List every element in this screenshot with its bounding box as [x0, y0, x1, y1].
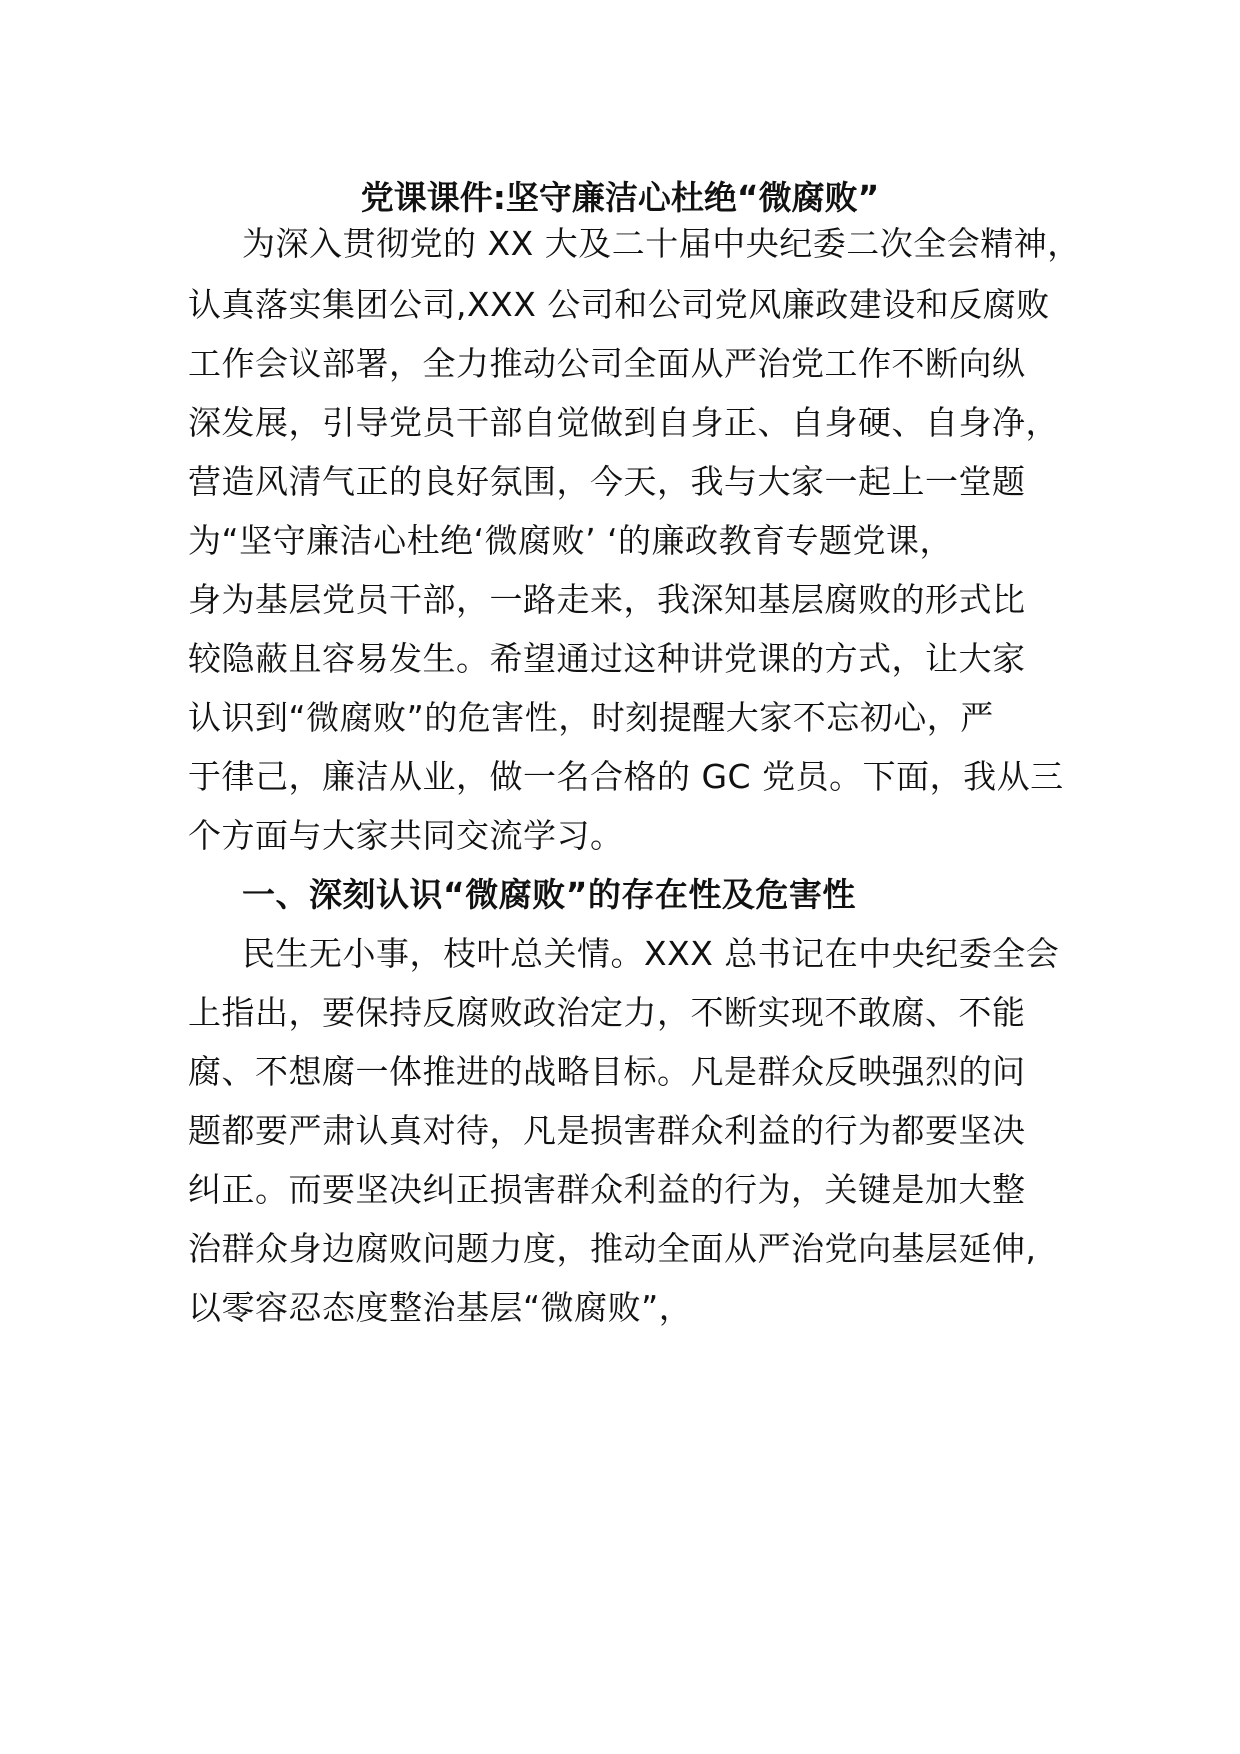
- paragraph-1-line-10: 于律己，廉洁从业，做一名合格的 GC 党员。下面，我从三: [188, 757, 1064, 796]
- paragraph-1-line-1: 为深入贯彻党的 XX 大及二十届中央纪委二次全会精神，: [242, 224, 1081, 263]
- document-title: 党课课件:坚守廉洁心杜绝“微腐败”: [360, 178, 880, 217]
- paragraph-1-line-8: 较隐蔽且容易发生。希望通过这种讲党课的方式，让大家: [188, 639, 1026, 678]
- paragraph-2-line-1: 民生无小事，枝叶总关情。XXX 总书记在中央纪委全会: [242, 934, 1060, 973]
- paragraph-2-line-2: 上指出，要保持反腐败政治定力，不断实现不敢腐、不能: [188, 993, 1026, 1032]
- paragraph-2-line-3: 腐、不想腐一体推进的战略目标。凡是群众反映强烈的问: [188, 1052, 1026, 1091]
- paragraph-1-line-5: 营造风清气正的良好氛围，今天，我与大家一起上一堂题: [188, 462, 1026, 501]
- paragraph-2-line-5: 纠正。而要坚决纠正损害群众利益的行为，关键是加大整: [188, 1170, 1026, 1209]
- paragraph-1-line-3: 工作会议部署，全力推动公司全面从严治党工作不断向纵: [188, 344, 1026, 383]
- paragraph-1-line-4: 深发展，引导党员干部自觉做到自身正、自身硬、自身净，: [188, 403, 1059, 442]
- paragraph-2-line-7: 以零容忍态度整治基层“微腐败”，: [188, 1288, 693, 1327]
- paragraph-1-line-11: 个方面与大家共同交流学习。: [188, 816, 624, 855]
- paragraph-2-line-6: 治群众身边腐败问题力度，推动全面从严治党向基层延伸,: [188, 1229, 1037, 1268]
- section-1-heading: 一、深刻认识“微腐败”的存在性及危害性: [242, 875, 856, 914]
- paragraph-1-line-7: 身为基层党员干部，一路走来，我深知基层腐败的形式比: [188, 580, 1026, 619]
- paragraph-1-line-9: 认识到“微腐败”的危害性，时刻提醒大家不忘初心，严: [188, 698, 994, 737]
- paragraph-1-line-2: 认真落实集团公司,XXX 公司和公司党风廉政建设和反腐败: [188, 285, 1050, 324]
- paragraph-2-line-4: 题都要严肃认真对待，凡是损害群众利益的行为都要坚决: [188, 1111, 1026, 1150]
- paragraph-1-line-6: 为“坚守廉洁心杜绝‘微腐败’ ‘的廉政教育专题党课，: [188, 521, 954, 560]
